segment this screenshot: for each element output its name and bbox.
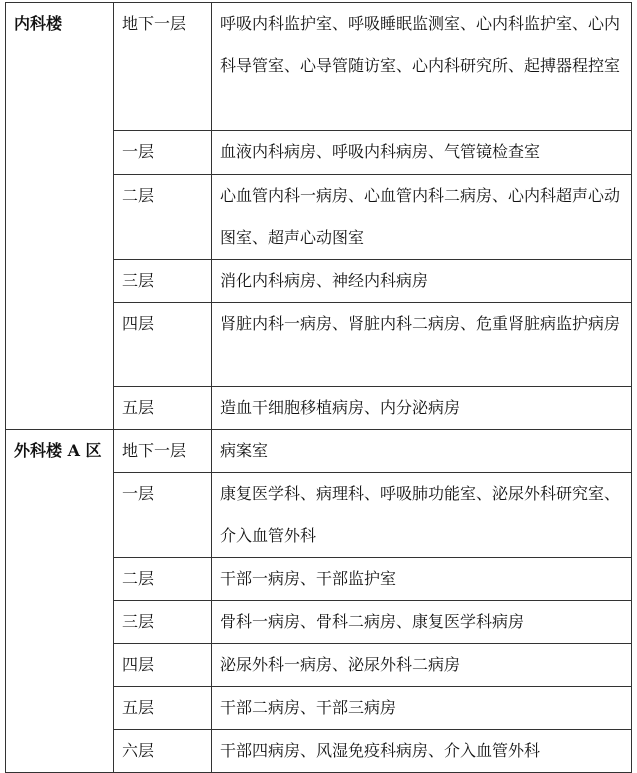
- department-list: 肾脏内科一病房、肾脏内科二病房、危重肾脏病监护病房: [212, 303, 632, 387]
- floor-label: 三层: [114, 260, 212, 303]
- floor-label: 一层: [114, 473, 212, 558]
- table-row: [6, 3, 632, 131]
- department-list: 骨科一病房、骨科二病房、康复医学科病房: [212, 601, 632, 644]
- floor-label: 一层: [114, 131, 212, 175]
- department-list: 心血管内科一病房、心血管内科二病房、心内科超声心动图室、超声心动图室: [212, 175, 632, 260]
- floor-directory-table: [5, 2, 632, 773]
- department-list: 消化内科病房、神经内科病房: [212, 260, 632, 303]
- department-list: 造血干细胞移植病房、内分泌病房: [212, 387, 632, 430]
- department-list: 干部二病房、干部三病房: [212, 687, 632, 730]
- table-row: [6, 430, 632, 473]
- floor-label: 三层: [114, 601, 212, 644]
- floor-label: 五层: [114, 387, 212, 430]
- department-list: 干部一病房、干部监护室: [212, 558, 632, 601]
- department-list: 干部四病房、风湿免疫科病房、介入血管外科: [212, 730, 632, 773]
- floor-label: 二层: [114, 558, 212, 601]
- department-list: 泌尿外科一病房、泌尿外科二病房: [212, 644, 632, 687]
- department-list: 呼吸内科监护室、呼吸睡眠监测室、心内科监护室、心内科导管室、心导管随访室、心内科研究所、起搏器程控室: [212, 3, 632, 131]
- building-name: 内科楼: [6, 3, 114, 430]
- department-list: 血液内科病房、呼吸内科病房、气管镜检查室: [212, 131, 632, 175]
- floor-label: 地下一层: [114, 430, 212, 473]
- floor-label: 二层: [114, 175, 212, 260]
- floor-label: 五层: [114, 687, 212, 730]
- building-name: 外科楼 A 区: [6, 430, 114, 773]
- floor-label: 四层: [114, 303, 212, 387]
- department-list: 病案室: [212, 430, 632, 473]
- department-list: 康复医学科、病理科、呼吸肺功能室、泌尿外科研究室、介入血管外科: [212, 473, 632, 558]
- floor-label: 四层: [114, 644, 212, 687]
- floor-label: 六层: [114, 730, 212, 773]
- floor-label: 地下一层: [114, 3, 212, 131]
